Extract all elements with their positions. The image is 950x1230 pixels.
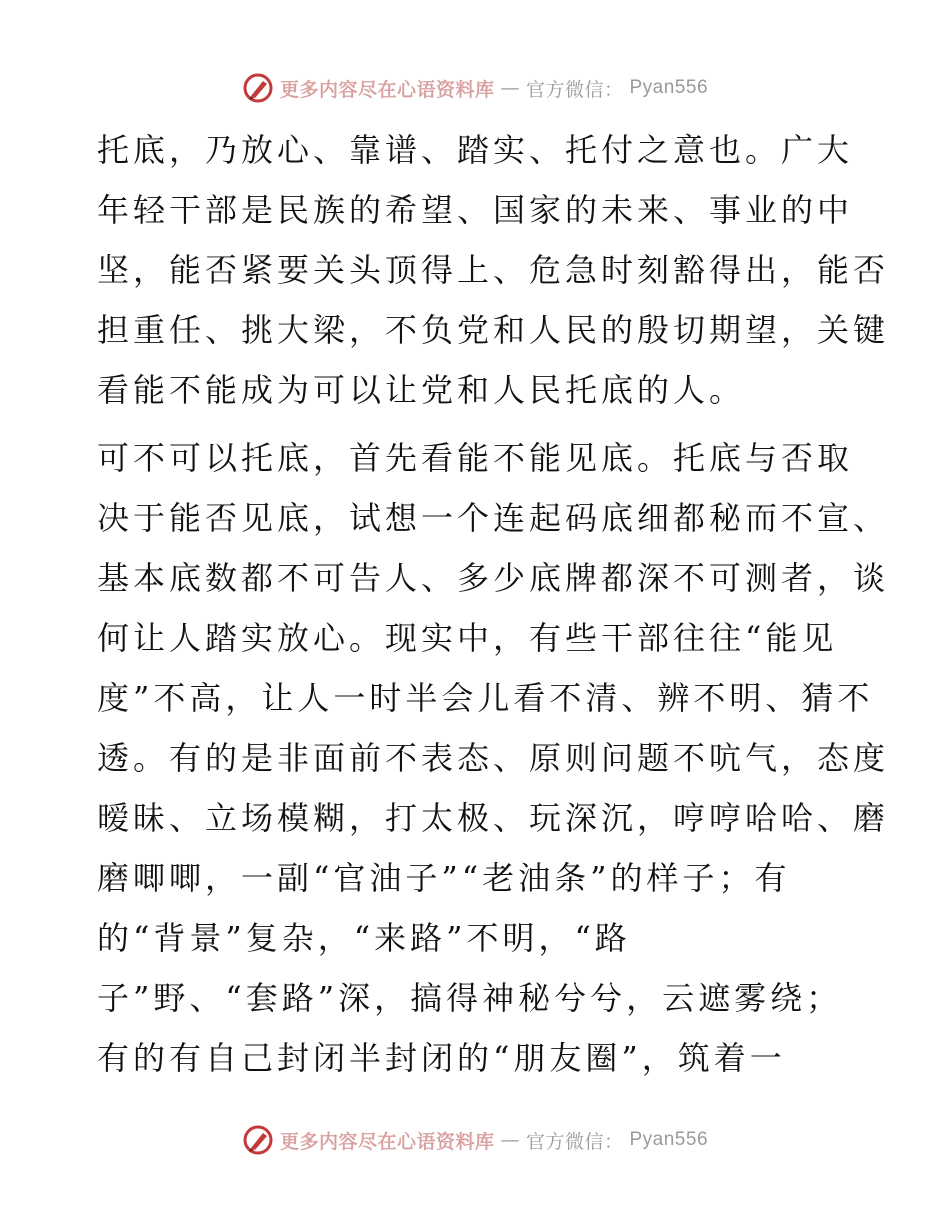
- header-wechat-id: Pyan556: [629, 77, 709, 98]
- text-line: 基本底数都不可告人、多少底牌都深不可测者，谈: [97, 559, 890, 597]
- text-line: 坚，能否紧要关头顶得上、危急时刻豁得出，能否: [97, 251, 890, 289]
- document-body: [97, 120, 890, 1096]
- text-line: 可不可以托底，首先看能不能见底。托底与否取: [97, 439, 854, 477]
- text-line: 何让人踏实放心。现实中，有些干部往往“能见: [97, 619, 838, 657]
- text-line: 暧昧、立场模糊，打太极、玩深沉，哼哼哈哈、磨: [97, 799, 890, 837]
- text-line: 磨唧唧，一副“官油子”“老油条”的样子；有: [97, 859, 791, 897]
- text-line: 看能不能成为可以让党和人民托底的人。: [97, 371, 746, 409]
- header-banner-suffix: 官方微信：: [525, 78, 624, 101]
- header-watermark: [0, 72, 950, 104]
- paragraph-2: [97, 428, 890, 1088]
- text-line: 度”不高，让人一时半会儿看不清、辨不明、猜不: [97, 679, 874, 717]
- footer-banner-suffix: 官方微信：: [525, 1130, 624, 1153]
- text-line: 托底，乃放心、靠谱、踏实、托付之意也。广大: [97, 131, 854, 169]
- text-line: 子”野、“套路”深，搞得神秘兮兮，云遮雾绕；: [97, 979, 843, 1017]
- text-line: 有的有自己封闭半封闭的“朋友圈”，筑着一: [97, 1039, 786, 1077]
- pen-logo-icon: [242, 72, 274, 104]
- pen-logo-icon: [242, 1124, 274, 1156]
- header-banner-text: 更多内容尽在心语资料库: [279, 78, 495, 101]
- footer-banner-dash: —: [500, 1129, 520, 1151]
- paragraph-1: [97, 120, 890, 420]
- text-line: 担重任、挑大梁，不负党和人民的殷切期望，关键: [97, 311, 890, 349]
- text-line: 的“背景”复杂，“来路”不明，“路: [97, 919, 631, 957]
- text-line: 决于能否见底，试想一个连起码底细都秘而不宣、: [97, 499, 890, 537]
- footer-banner-text: 更多内容尽在心语资料库: [279, 1130, 495, 1153]
- header-banner-dash: —: [500, 77, 520, 99]
- footer-wechat-id: Pyan556: [629, 1129, 709, 1150]
- text-line: 透。有的是非面前不表态、原则问题不吭气，态度: [97, 739, 890, 777]
- footer-watermark: [0, 1124, 950, 1156]
- text-line: 年轻干部是民族的希望、国家的未来、事业的中: [97, 191, 854, 229]
